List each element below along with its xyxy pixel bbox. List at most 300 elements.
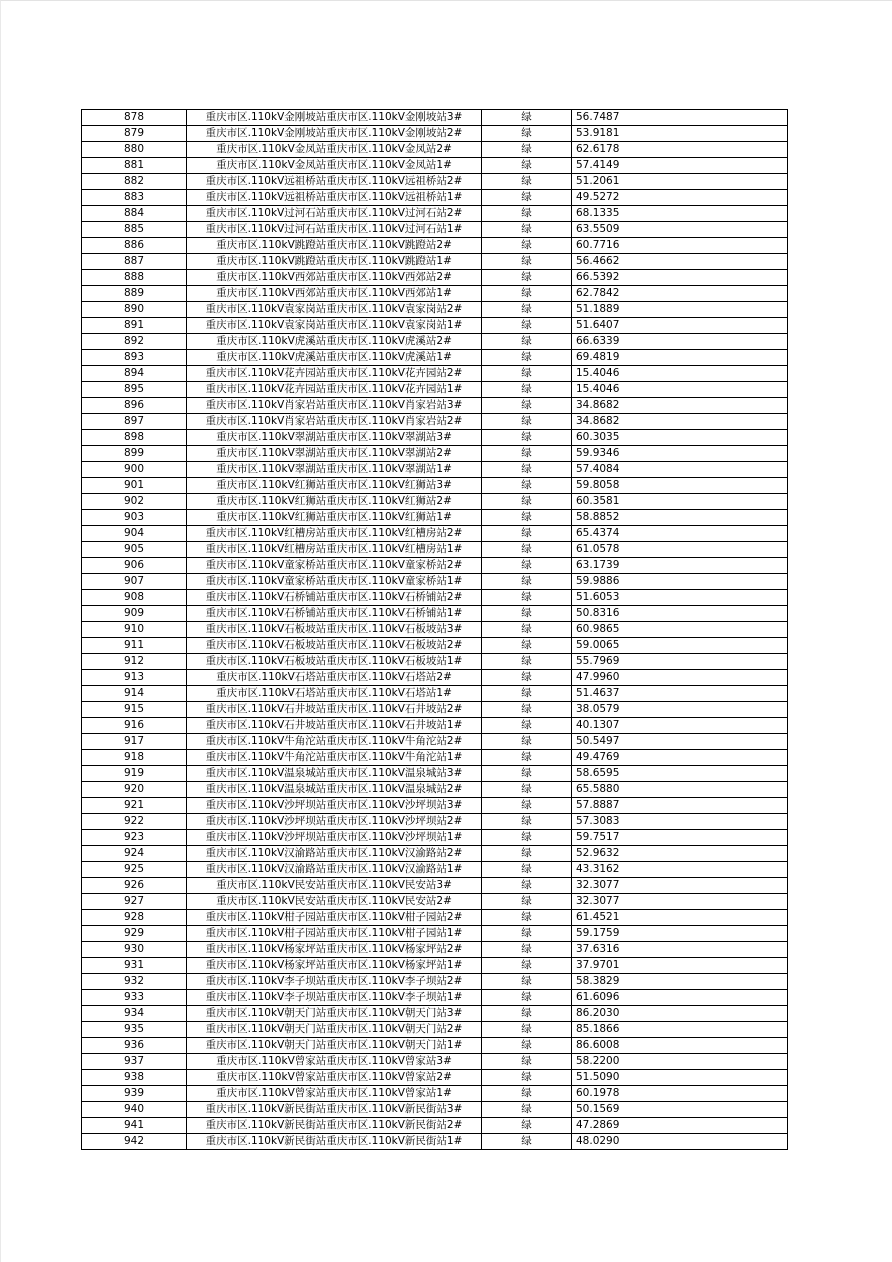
status-cell: 绿 — [482, 734, 572, 750]
value-cell: 47.9960 — [572, 670, 788, 686]
row-id-cell: 937 — [82, 1054, 187, 1070]
status-cell: 绿 — [482, 1102, 572, 1118]
table-row — [82, 718, 788, 734]
table-row — [82, 446, 788, 462]
station-name-cell: 重庆市区.110kV曾家站重庆市区.110kV曾家站3# — [187, 1054, 482, 1070]
table-row — [82, 142, 788, 158]
table-row — [82, 990, 788, 1006]
value-cell: 57.4084 — [572, 462, 788, 478]
status-cell: 绿 — [482, 542, 572, 558]
value-cell: 85.1866 — [572, 1022, 788, 1038]
value-cell: 56.7487 — [572, 110, 788, 126]
row-id-cell: 928 — [82, 910, 187, 926]
table-row — [82, 798, 788, 814]
value-cell: 50.1569 — [572, 1102, 788, 1118]
value-cell: 15.4046 — [572, 382, 788, 398]
status-cell: 绿 — [482, 718, 572, 734]
value-cell: 62.6178 — [572, 142, 788, 158]
station-name-cell: 重庆市区.110kV曾家站重庆市区.110kV曾家站2# — [187, 1070, 482, 1086]
status-cell: 绿 — [482, 974, 572, 990]
status-cell: 绿 — [482, 222, 572, 238]
status-cell: 绿 — [482, 318, 572, 334]
table-row — [82, 382, 788, 398]
row-id-cell: 882 — [82, 174, 187, 190]
station-name-cell: 重庆市区.110kV汉渝路站重庆市区.110kV汉渝路站2# — [187, 846, 482, 862]
row-id-cell: 890 — [82, 302, 187, 318]
row-id-cell: 939 — [82, 1086, 187, 1102]
row-id-cell: 887 — [82, 254, 187, 270]
value-cell: 51.6407 — [572, 318, 788, 334]
status-cell: 绿 — [482, 478, 572, 494]
table-row — [82, 302, 788, 318]
status-cell: 绿 — [482, 526, 572, 542]
status-cell: 绿 — [482, 270, 572, 286]
status-cell: 绿 — [482, 158, 572, 174]
status-cell: 绿 — [482, 1054, 572, 1070]
table-row — [82, 558, 788, 574]
value-cell: 34.8682 — [572, 398, 788, 414]
station-name-cell: 重庆市区.110kV石桥铺站重庆市区.110kV石桥铺站2# — [187, 590, 482, 606]
station-name-cell: 重庆市区.110kV翠湖站重庆市区.110kV翠湖站3# — [187, 430, 482, 446]
status-cell: 绿 — [482, 1118, 572, 1134]
status-cell: 绿 — [482, 430, 572, 446]
station-name-cell: 重庆市区.110kV柑子园站重庆市区.110kV柑子园站2# — [187, 910, 482, 926]
table-row — [82, 702, 788, 718]
table-row — [82, 430, 788, 446]
table-row — [82, 574, 788, 590]
value-cell: 32.3077 — [572, 894, 788, 910]
value-cell: 61.4521 — [572, 910, 788, 926]
status-cell: 绿 — [482, 798, 572, 814]
station-name-cell: 重庆市区.110kV红槽房站重庆市区.110kV红槽房站1# — [187, 542, 482, 558]
station-name-cell: 重庆市区.110kV西郊站重庆市区.110kV西郊站2# — [187, 270, 482, 286]
row-id-cell: 889 — [82, 286, 187, 302]
status-cell: 绿 — [482, 142, 572, 158]
value-cell: 65.5880 — [572, 782, 788, 798]
station-name-cell: 重庆市区.110kV石塔站重庆市区.110kV石塔站2# — [187, 670, 482, 686]
value-cell: 55.7969 — [572, 654, 788, 670]
row-id-cell: 892 — [82, 334, 187, 350]
status-cell: 绿 — [482, 1070, 572, 1086]
table-row — [82, 270, 788, 286]
station-name-cell: 重庆市区.110kV跳蹬站重庆市区.110kV跳蹬站1# — [187, 254, 482, 270]
table-row — [82, 606, 788, 622]
status-cell: 绿 — [482, 462, 572, 478]
value-cell: 68.1335 — [572, 206, 788, 222]
status-cell: 绿 — [482, 382, 572, 398]
value-cell: 61.6096 — [572, 990, 788, 1006]
status-cell: 绿 — [482, 286, 572, 302]
row-id-cell: 930 — [82, 942, 187, 958]
station-name-cell: 重庆市区.110kV杨家坪站重庆市区.110kV杨家坪站1# — [187, 958, 482, 974]
row-id-cell: 935 — [82, 1022, 187, 1038]
table-row — [82, 750, 788, 766]
status-cell: 绿 — [482, 254, 572, 270]
table-row — [82, 1006, 788, 1022]
value-cell: 59.9886 — [572, 574, 788, 590]
table-row — [82, 894, 788, 910]
status-cell: 绿 — [482, 622, 572, 638]
station-name-cell: 重庆市区.110kV石井坡站重庆市区.110kV石井坡站1# — [187, 718, 482, 734]
row-id-cell: 881 — [82, 158, 187, 174]
status-cell: 绿 — [482, 686, 572, 702]
table-row — [82, 1022, 788, 1038]
value-cell: 51.6053 — [572, 590, 788, 606]
station-name-cell: 重庆市区.110kV肖家岩站重庆市区.110kV肖家岩站3# — [187, 398, 482, 414]
table-row — [82, 1134, 788, 1150]
value-cell: 59.1759 — [572, 926, 788, 942]
station-name-cell: 重庆市区.110kV石井坡站重庆市区.110kV石井坡站2# — [187, 702, 482, 718]
value-cell: 38.0579 — [572, 702, 788, 718]
value-cell: 50.5497 — [572, 734, 788, 750]
value-cell: 60.7716 — [572, 238, 788, 254]
table-row — [82, 334, 788, 350]
table-row — [82, 398, 788, 414]
status-cell: 绿 — [482, 894, 572, 910]
row-id-cell: 936 — [82, 1038, 187, 1054]
row-id-cell: 915 — [82, 702, 187, 718]
status-cell: 绿 — [482, 558, 572, 574]
station-name-cell: 重庆市区.110kV袁家岗站重庆市区.110kV袁家岗站1# — [187, 318, 482, 334]
row-id-cell: 902 — [82, 494, 187, 510]
value-cell: 59.8058 — [572, 478, 788, 494]
status-cell: 绿 — [482, 766, 572, 782]
table-row — [82, 206, 788, 222]
row-id-cell: 898 — [82, 430, 187, 446]
station-name-cell: 重庆市区.110kV跳蹬站重庆市区.110kV跳蹬站2# — [187, 238, 482, 254]
row-id-cell: 922 — [82, 814, 187, 830]
status-cell: 绿 — [482, 926, 572, 942]
station-name-cell: 重庆市区.110kV朝天门站重庆市区.110kV朝天门站2# — [187, 1022, 482, 1038]
station-name-cell: 重庆市区.110kV李子坝站重庆市区.110kV李子坝站2# — [187, 974, 482, 990]
status-cell: 绿 — [482, 1022, 572, 1038]
station-name-cell: 重庆市区.110kV朝天门站重庆市区.110kV朝天门站1# — [187, 1038, 482, 1054]
table-row — [82, 830, 788, 846]
status-cell: 绿 — [482, 990, 572, 1006]
station-name-cell: 重庆市区.110kV民安站重庆市区.110kV民安站3# — [187, 878, 482, 894]
table-row — [82, 126, 788, 142]
value-cell: 59.7517 — [572, 830, 788, 846]
table-row — [82, 286, 788, 302]
row-id-cell: 919 — [82, 766, 187, 782]
status-cell: 绿 — [482, 830, 572, 846]
status-cell: 绿 — [482, 494, 572, 510]
row-id-cell: 910 — [82, 622, 187, 638]
table-row — [82, 958, 788, 974]
row-id-cell: 932 — [82, 974, 187, 990]
table-row — [82, 654, 788, 670]
station-name-cell: 重庆市区.110kV新民街站重庆市区.110kV新民街站3# — [187, 1102, 482, 1118]
status-cell: 绿 — [482, 654, 572, 670]
row-id-cell: 920 — [82, 782, 187, 798]
table-row — [82, 910, 788, 926]
row-id-cell: 912 — [82, 654, 187, 670]
value-cell: 57.8887 — [572, 798, 788, 814]
station-name-cell: 重庆市区.110kV牛角沱站重庆市区.110kV牛角沱站2# — [187, 734, 482, 750]
station-name-cell: 重庆市区.110kV童家桥站重庆市区.110kV童家桥站2# — [187, 558, 482, 574]
table-row — [82, 494, 788, 510]
station-name-cell: 重庆市区.110kV花卉园站重庆市区.110kV花卉园站2# — [187, 366, 482, 382]
value-cell: 47.2869 — [572, 1118, 788, 1134]
status-cell: 绿 — [482, 446, 572, 462]
station-name-cell: 重庆市区.110kV牛角沱站重庆市区.110kV牛角沱站1# — [187, 750, 482, 766]
station-name-cell: 重庆市区.110kV石桥铺站重庆市区.110kV石桥铺站1# — [187, 606, 482, 622]
value-cell: 66.5392 — [572, 270, 788, 286]
status-cell: 绿 — [482, 174, 572, 190]
table-row — [82, 1086, 788, 1102]
value-cell: 56.4662 — [572, 254, 788, 270]
station-name-cell: 重庆市区.110kV新民街站重庆市区.110kV新民街站2# — [187, 1118, 482, 1134]
row-id-cell: 907 — [82, 574, 187, 590]
row-id-cell: 941 — [82, 1118, 187, 1134]
value-cell: 50.8316 — [572, 606, 788, 622]
status-cell: 绿 — [482, 238, 572, 254]
row-id-cell: 888 — [82, 270, 187, 286]
status-cell: 绿 — [482, 190, 572, 206]
value-cell: 57.3083 — [572, 814, 788, 830]
value-cell: 86.2030 — [572, 1006, 788, 1022]
row-id-cell: 918 — [82, 750, 187, 766]
value-cell: 58.2200 — [572, 1054, 788, 1070]
table-row — [82, 1118, 788, 1134]
status-cell: 绿 — [482, 414, 572, 430]
row-id-cell: 878 — [82, 110, 187, 126]
table-row — [82, 526, 788, 542]
station-name-cell: 重庆市区.110kV石板坡站重庆市区.110kV石板坡站1# — [187, 654, 482, 670]
row-id-cell: 905 — [82, 542, 187, 558]
status-cell: 绿 — [482, 814, 572, 830]
value-cell: 40.1307 — [572, 718, 788, 734]
status-cell: 绿 — [482, 638, 572, 654]
value-cell: 59.0065 — [572, 638, 788, 654]
station-name-cell: 重庆市区.110kV温泉城站重庆市区.110kV温泉城站2# — [187, 782, 482, 798]
status-cell: 绿 — [482, 334, 572, 350]
row-id-cell: 942 — [82, 1134, 187, 1150]
station-name-cell: 重庆市区.110kV过河石站重庆市区.110kV过河石站2# — [187, 206, 482, 222]
status-cell: 绿 — [482, 1134, 572, 1150]
status-cell: 绿 — [482, 590, 572, 606]
row-id-cell: 908 — [82, 590, 187, 606]
station-name-cell: 重庆市区.110kV石板坡站重庆市区.110kV石板坡站3# — [187, 622, 482, 638]
status-cell: 绿 — [482, 350, 572, 366]
value-cell: 69.4819 — [572, 350, 788, 366]
status-cell: 绿 — [482, 702, 572, 718]
row-id-cell: 894 — [82, 366, 187, 382]
table-row — [82, 174, 788, 190]
value-cell: 59.9346 — [572, 446, 788, 462]
row-id-cell: 940 — [82, 1102, 187, 1118]
status-cell: 绿 — [482, 206, 572, 222]
value-cell: 65.4374 — [572, 526, 788, 542]
station-name-cell: 重庆市区.110kV西郊站重庆市区.110kV西郊站1# — [187, 286, 482, 302]
row-id-cell: 897 — [82, 414, 187, 430]
table-row — [82, 926, 788, 942]
row-id-cell: 886 — [82, 238, 187, 254]
value-cell: 62.7842 — [572, 286, 788, 302]
status-cell: 绿 — [482, 510, 572, 526]
table-row — [82, 222, 788, 238]
value-cell: 37.6316 — [572, 942, 788, 958]
table-row — [82, 766, 788, 782]
station-name-cell: 重庆市区.110kV曾家站重庆市区.110kV曾家站1# — [187, 1086, 482, 1102]
station-name-cell: 重庆市区.110kV花卉园站重庆市区.110kV花卉园站1# — [187, 382, 482, 398]
row-id-cell: 924 — [82, 846, 187, 862]
table-row — [82, 350, 788, 366]
value-cell: 60.9865 — [572, 622, 788, 638]
value-cell: 43.3162 — [572, 862, 788, 878]
row-id-cell: 901 — [82, 478, 187, 494]
status-cell: 绿 — [482, 750, 572, 766]
row-id-cell: 926 — [82, 878, 187, 894]
row-id-cell: 899 — [82, 446, 187, 462]
table-row — [82, 638, 788, 654]
table-row — [82, 1038, 788, 1054]
station-name-cell: 重庆市区.110kV过河石站重庆市区.110kV过河石站1# — [187, 222, 482, 238]
value-cell: 58.6595 — [572, 766, 788, 782]
table-row — [82, 254, 788, 270]
table-row — [82, 670, 788, 686]
row-id-cell: 891 — [82, 318, 187, 334]
value-cell: 49.5272 — [572, 190, 788, 206]
value-cell: 58.3829 — [572, 974, 788, 990]
row-id-cell: 880 — [82, 142, 187, 158]
table-row — [82, 1070, 788, 1086]
value-cell: 52.9632 — [572, 846, 788, 862]
table-row — [82, 846, 788, 862]
status-cell: 绿 — [482, 1086, 572, 1102]
value-cell: 61.0578 — [572, 542, 788, 558]
value-cell: 51.1889 — [572, 302, 788, 318]
station-name-cell: 重庆市区.110kV石塔站重庆市区.110kV石塔站1# — [187, 686, 482, 702]
status-cell: 绿 — [482, 1038, 572, 1054]
value-cell: 32.3077 — [572, 878, 788, 894]
row-id-cell: 900 — [82, 462, 187, 478]
row-id-cell: 884 — [82, 206, 187, 222]
row-id-cell: 906 — [82, 558, 187, 574]
table-row — [82, 318, 788, 334]
table-row — [82, 190, 788, 206]
row-id-cell: 914 — [82, 686, 187, 702]
station-name-cell: 重庆市区.110kV石板坡站重庆市区.110kV石板坡站2# — [187, 638, 482, 654]
row-id-cell: 896 — [82, 398, 187, 414]
station-name-cell: 重庆市区.110kV红狮站重庆市区.110kV红狮站2# — [187, 494, 482, 510]
status-cell: 绿 — [482, 366, 572, 382]
table-body — [82, 110, 788, 1150]
row-id-cell: 931 — [82, 958, 187, 974]
station-name-cell: 重庆市区.110kV温泉城站重庆市区.110kV温泉城站3# — [187, 766, 482, 782]
station-name-cell: 重庆市区.110kV翠湖站重庆市区.110kV翠湖站2# — [187, 446, 482, 462]
value-cell: 58.8852 — [572, 510, 788, 526]
table-row — [82, 110, 788, 126]
table-row — [82, 462, 788, 478]
table-row — [82, 974, 788, 990]
table-row — [82, 686, 788, 702]
row-id-cell: 925 — [82, 862, 187, 878]
table-row — [82, 238, 788, 254]
table-row — [82, 814, 788, 830]
row-id-cell: 917 — [82, 734, 187, 750]
status-cell: 绿 — [482, 782, 572, 798]
row-id-cell: 938 — [82, 1070, 187, 1086]
table-row — [82, 622, 788, 638]
station-name-cell: 重庆市区.110kV沙坪坝站重庆市区.110kV沙坪坝站2# — [187, 814, 482, 830]
row-id-cell: 893 — [82, 350, 187, 366]
value-cell: 63.5509 — [572, 222, 788, 238]
station-name-cell: 重庆市区.110kV汉渝路站重庆市区.110kV汉渝路站1# — [187, 862, 482, 878]
station-name-cell: 重庆市区.110kV远祖桥站重庆市区.110kV远祖桥站2# — [187, 174, 482, 190]
station-name-cell: 重庆市区.110kV朝天门站重庆市区.110kV朝天门站3# — [187, 1006, 482, 1022]
row-id-cell: 883 — [82, 190, 187, 206]
value-cell: 51.4637 — [572, 686, 788, 702]
station-name-cell: 重庆市区.110kV袁家岗站重庆市区.110kV袁家岗站2# — [187, 302, 482, 318]
value-cell: 60.3581 — [572, 494, 788, 510]
value-cell: 53.9181 — [572, 126, 788, 142]
value-cell: 51.2061 — [572, 174, 788, 190]
station-name-cell: 重庆市区.110kV柑子园站重庆市区.110kV柑子园站1# — [187, 926, 482, 942]
row-id-cell: 879 — [82, 126, 187, 142]
table-row — [82, 590, 788, 606]
table-row — [82, 542, 788, 558]
status-cell: 绿 — [482, 958, 572, 974]
station-name-cell: 重庆市区.110kV翠湖站重庆市区.110kV翠湖站1# — [187, 462, 482, 478]
status-cell: 绿 — [482, 110, 572, 126]
row-id-cell: 927 — [82, 894, 187, 910]
status-cell: 绿 — [482, 846, 572, 862]
value-cell: 34.8682 — [572, 414, 788, 430]
station-name-cell: 重庆市区.110kV红狮站重庆市区.110kV红狮站3# — [187, 478, 482, 494]
row-id-cell: 903 — [82, 510, 187, 526]
status-cell: 绿 — [482, 942, 572, 958]
station-name-cell: 重庆市区.110kV红狮站重庆市区.110kV红狮站1# — [187, 510, 482, 526]
status-cell: 绿 — [482, 302, 572, 318]
station-name-cell: 重庆市区.110kV金凤站重庆市区.110kV金凤站2# — [187, 142, 482, 158]
value-cell: 37.9701 — [572, 958, 788, 974]
value-cell: 49.4769 — [572, 750, 788, 766]
value-cell: 48.0290 — [572, 1134, 788, 1150]
row-id-cell: 913 — [82, 670, 187, 686]
table-row — [82, 1054, 788, 1070]
value-cell: 57.4149 — [572, 158, 788, 174]
status-cell: 绿 — [482, 670, 572, 686]
table-row — [82, 366, 788, 382]
station-name-cell: 重庆市区.110kV金凤站重庆市区.110kV金凤站1# — [187, 158, 482, 174]
row-id-cell: 885 — [82, 222, 187, 238]
station-name-cell: 重庆市区.110kV新民街站重庆市区.110kV新民街站1# — [187, 1134, 482, 1150]
row-id-cell: 909 — [82, 606, 187, 622]
table-row — [82, 734, 788, 750]
table-row — [82, 878, 788, 894]
value-cell: 51.5090 — [572, 1070, 788, 1086]
value-cell: 60.3035 — [572, 430, 788, 446]
station-name-cell: 重庆市区.110kV童家桥站重庆市区.110kV童家桥站1# — [187, 574, 482, 590]
station-name-cell: 重庆市区.110kV李子坝站重庆市区.110kV李子坝站1# — [187, 990, 482, 1006]
status-cell: 绿 — [482, 878, 572, 894]
status-cell: 绿 — [482, 398, 572, 414]
table-row — [82, 510, 788, 526]
station-name-cell: 重庆市区.110kV虎溪站重庆市区.110kV虎溪站2# — [187, 334, 482, 350]
row-id-cell: 921 — [82, 798, 187, 814]
row-id-cell: 923 — [82, 830, 187, 846]
station-name-cell: 重庆市区.110kV肖家岩站重庆市区.110kV肖家岩站2# — [187, 414, 482, 430]
station-name-cell: 重庆市区.110kV沙坪坝站重庆市区.110kV沙坪坝站1# — [187, 830, 482, 846]
table-row — [82, 158, 788, 174]
value-cell: 63.1739 — [572, 558, 788, 574]
table-row — [82, 1102, 788, 1118]
table-row — [82, 942, 788, 958]
station-name-cell: 重庆市区.110kV民安站重庆市区.110kV民安站2# — [187, 894, 482, 910]
row-id-cell: 911 — [82, 638, 187, 654]
row-id-cell: 904 — [82, 526, 187, 542]
